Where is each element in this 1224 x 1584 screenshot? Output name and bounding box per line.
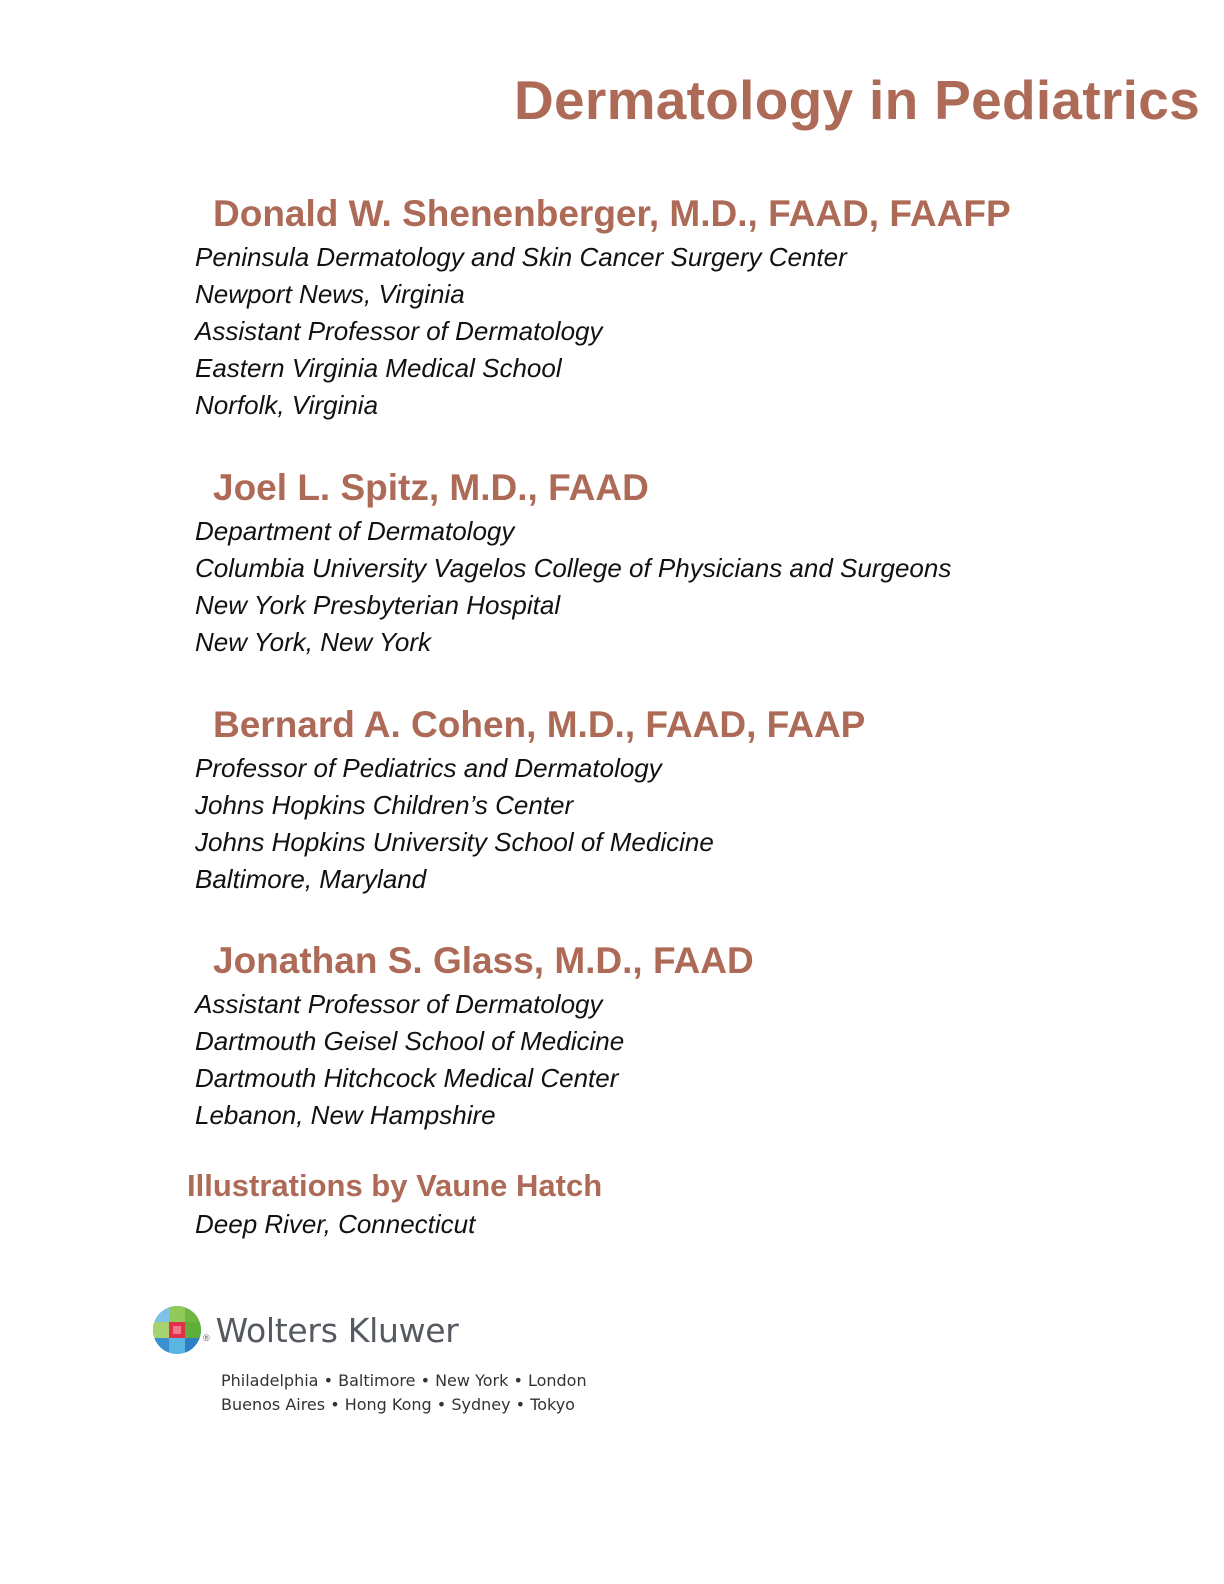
affiliation-line: Dartmouth Geisel School of Medicine bbox=[195, 1026, 625, 1056]
author-name: Jonathan S. Glass, M.D., FAAD bbox=[213, 940, 754, 981]
book-title: Dermatology in Pediatrics bbox=[513, 69, 1200, 131]
author-block bbox=[195, 467, 951, 661]
affiliation-line: Assistant Professor of Dermatology bbox=[195, 316, 603, 346]
affiliation-line: Columbia University Vagelos College of Physicians and Surgeons bbox=[195, 553, 952, 583]
author-block bbox=[195, 940, 754, 1134]
cities-line: Buenos Aires • Hong Kong • Sydney • Tokyo bbox=[221, 1395, 575, 1414]
affiliation-line: Professor of Pediatrics and Dermatology bbox=[195, 753, 662, 783]
affiliation-line: Department of Dermatology bbox=[195, 516, 515, 546]
affiliation-line: Dartmouth Hitchcock Medical Center bbox=[195, 1063, 619, 1093]
author-name: Joel L. Spitz, M.D., FAAD bbox=[213, 467, 649, 508]
affiliation-line: New York Presbyterian Hospital bbox=[195, 590, 561, 620]
wolters-kluwer-logo-icon bbox=[152, 1305, 202, 1355]
cities-line: Philadelphia • Baltimore • New York • London bbox=[221, 1371, 587, 1390]
publisher-block bbox=[152, 1305, 587, 1417]
publisher-cities bbox=[221, 1369, 587, 1417]
affiliation-line: Baltimore, Maryland bbox=[195, 864, 427, 894]
author-block bbox=[195, 193, 1011, 424]
affiliation-line: Norfolk, Virginia bbox=[195, 390, 379, 420]
registered-mark: ® bbox=[203, 1333, 210, 1343]
author-name: Bernard A. Cohen, M.D., FAAD, FAAP bbox=[213, 704, 866, 745]
affiliation-line: Eastern Virginia Medical School bbox=[195, 353, 562, 383]
publisher-name: Wolters Kluwer bbox=[215, 1310, 459, 1350]
author-block bbox=[195, 704, 865, 898]
affiliation-line: New York, New York bbox=[195, 627, 432, 657]
illustrator-location: Deep River, Connecticut bbox=[195, 1209, 476, 1239]
affiliation-line: Lebanon, New Hampshire bbox=[195, 1100, 496, 1130]
affiliation-line: Johns Hopkins University School of Medicine bbox=[195, 827, 714, 857]
illustrator-name: Illustrations by Vaune Hatch bbox=[187, 1168, 603, 1203]
affiliation-line: Newport News, Virginia bbox=[195, 279, 465, 309]
author-name: Donald W. Shenenberger, M.D., FAAD, FAAFP bbox=[213, 193, 1011, 234]
illustrator-credit bbox=[187, 1168, 602, 1242]
affiliation-line: Assistant Professor of Dermatology bbox=[195, 989, 603, 1019]
affiliation-line: Johns Hopkins Children’s Center bbox=[195, 790, 574, 820]
affiliation-line: Peninsula Dermatology and Skin Cancer Surgery Center bbox=[195, 242, 847, 272]
